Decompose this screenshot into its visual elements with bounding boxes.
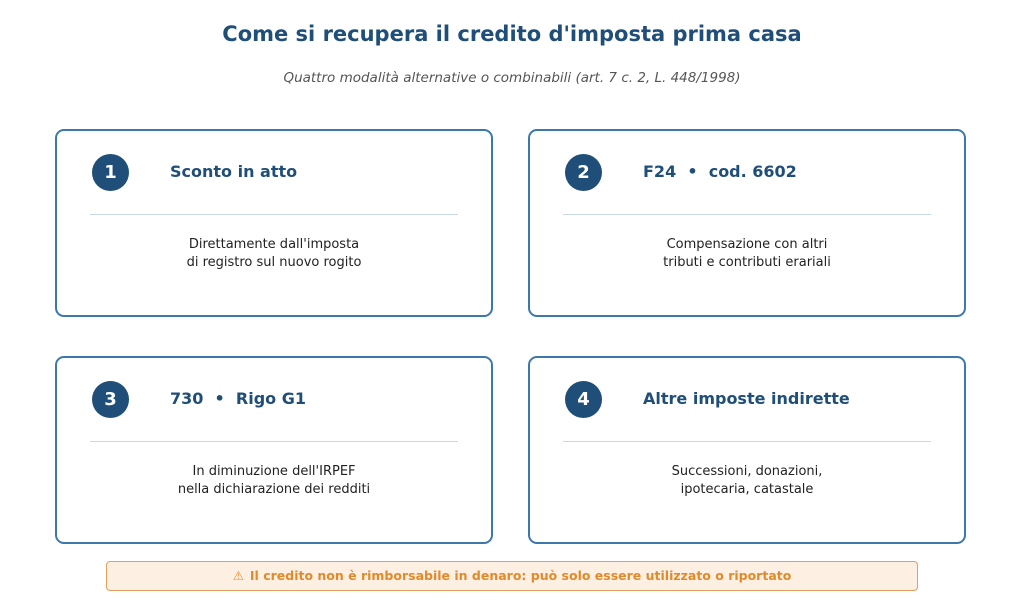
method-card-1 bbox=[55, 129, 493, 317]
card-description-line: tributi e contributi erariali bbox=[663, 255, 831, 270]
page-title: Come si recupera il credito d'imposta prima casa bbox=[222, 22, 802, 46]
card-title: 730 • Rigo G1 bbox=[170, 389, 306, 408]
card-description-line: ipotecaria, catastale bbox=[680, 482, 814, 497]
method-card-3 bbox=[55, 356, 493, 544]
step-number-badge: 3 bbox=[92, 381, 129, 418]
card-description bbox=[77, 463, 471, 499]
step-number-badge: 1 bbox=[92, 154, 129, 191]
card-description-line: Successioni, donazioni, bbox=[671, 464, 823, 479]
card-title: F24 • cod. 6602 bbox=[643, 162, 797, 181]
method-card-4 bbox=[528, 356, 966, 544]
card-description bbox=[550, 236, 944, 272]
step-number-badge: 2 bbox=[565, 154, 602, 191]
card-description-line: nella dichiarazione dei redditi bbox=[177, 482, 371, 497]
card-description bbox=[550, 463, 944, 499]
warning-banner bbox=[106, 561, 918, 591]
page-subtitle: Quattro modalità alternative o combinabili (art. 7 c. 2, L. 448/1998) bbox=[283, 70, 741, 86]
step-number-badge: 4 bbox=[565, 381, 602, 418]
warning-text: Il credito non è rimborsabile in denaro: può solo essere utilizzato o riportato bbox=[249, 568, 792, 583]
card-divider bbox=[90, 214, 458, 215]
card-title: Altre imposte indirette bbox=[643, 389, 850, 408]
warning-icon: ⚠ bbox=[232, 568, 244, 583]
card-description-line: Compensazione con altri bbox=[666, 237, 828, 252]
card-description-line: In diminuzione dell'IRPEF bbox=[192, 464, 356, 479]
method-card-2 bbox=[528, 129, 966, 317]
card-title: Sconto in atto bbox=[170, 162, 298, 181]
card-divider bbox=[563, 214, 931, 215]
card-description-line: Direttamente dall'imposta bbox=[188, 237, 360, 252]
card-divider bbox=[563, 441, 931, 442]
card-divider bbox=[90, 441, 458, 442]
card-description bbox=[77, 236, 471, 272]
card-description-line: di registro sul nuovo rogito bbox=[186, 255, 362, 270]
